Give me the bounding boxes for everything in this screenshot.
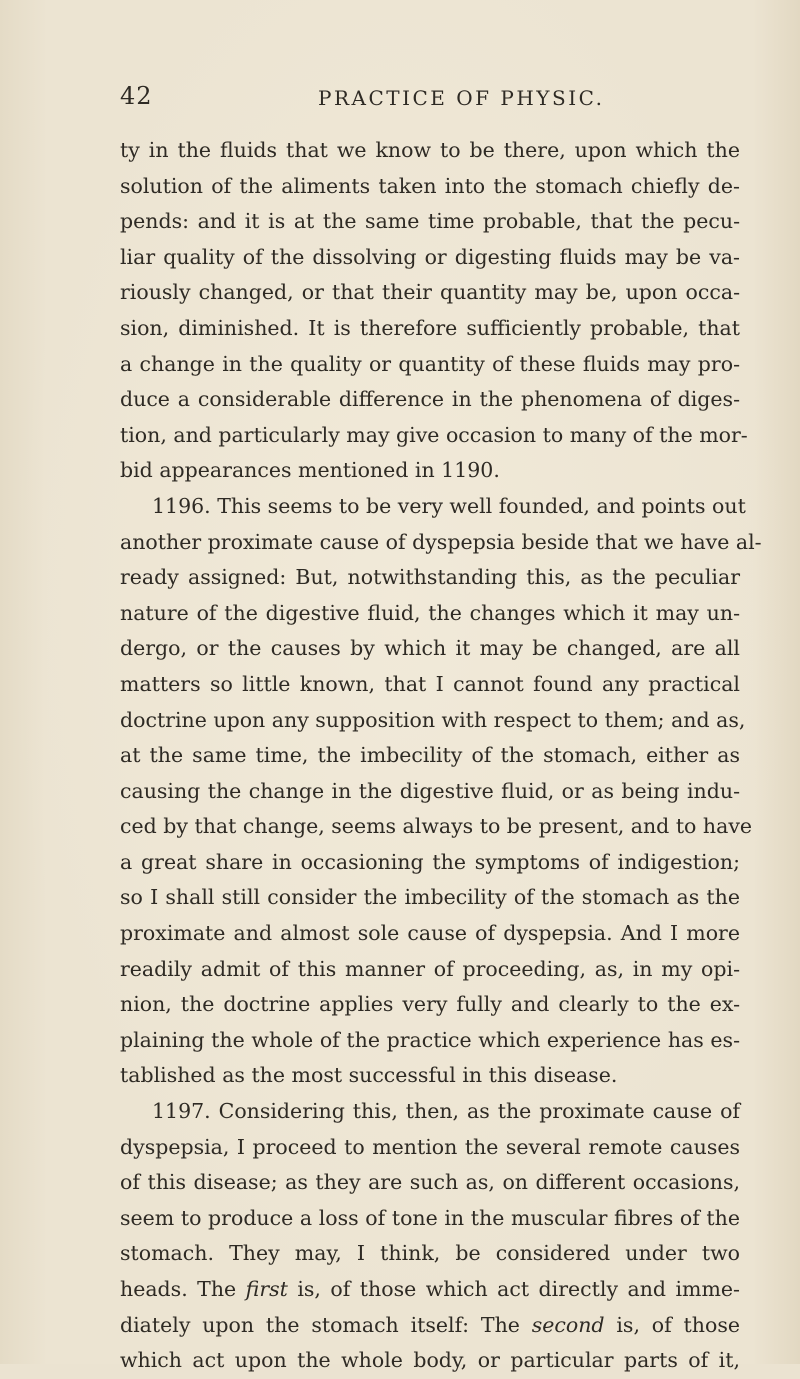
text-line: stomach. They may, I think, be considered under two [120,1241,740,1266]
body-text [120,133,762,1379]
paragraph-1196-start: 1196. This seems to be very well founded, and points out [152,493,746,518]
text-segment: diately upon the stomach itself: The [120,1312,520,1337]
text-line: ready assigned: But, notwithstanding this, as the peculiar [120,565,740,590]
italic-word: second [531,1312,605,1337]
text-line: dergo, or the causes by which it may be changed, are all [120,636,740,661]
text-line: dyspepsia, I proceed to mention the several remote causes [120,1134,740,1159]
text-segment: is, of those which act directly and imme- [297,1277,740,1301]
text-line: nature of the digestive fluid, the changes which it may un- [120,600,740,625]
text-line: solution of the aliments taken into the stomach chiefly de- [120,173,740,198]
text-line: duce a considerable difference in the phenomena of diges- [120,387,740,412]
text-line: riously changed, or that their quantity may be, upon occa- [120,280,740,305]
text-line: plaining the whole of the practice which experience has es- [120,1027,740,1052]
text-line: a great share in occasioning the symptoms of indigestion; [120,849,740,874]
text-line: ty in the fluids that we know to be there, upon which the [120,138,740,162]
text-line-with-italic: heads. The first is, of those which act directly and imme- [120,1277,740,1301]
running-head: PRACTICE OF PHYSIC. [318,86,605,110]
text-line: liar quality of the dissolving or digesting fluids may be va- [120,244,740,269]
text-line: a change in the quality or quantity of these fluids may pro- [120,351,740,376]
text-line: tablished as the most successful in this disease. [120,1063,618,1088]
text-segment: is, of those [616,1312,740,1337]
text-line: sion, diminished. It is therefore sufficiently probable, that [120,315,740,340]
text-line: which act upon the whole body, or particular parts of it, [120,1348,740,1373]
text-line: tion, and particularly may give occasion to many of the mor- [120,422,748,447]
text-line: another proximate cause of dyspepsia beside that we have al- [120,529,762,554]
text-line: pends: and it is at the same time probable, that the pecu- [120,209,740,234]
text-line: causing the change in the digestive fluid, or as being indu- [120,778,740,803]
text-line: of this disease; as they are such as, on different occasions, [120,1170,740,1195]
italic-word: first [245,1277,288,1301]
text-line: proximate and almost sole cause of dyspepsia. And I more [120,921,740,946]
text-line: doctrine upon any supposition with respect to them; and as, [120,707,746,732]
text-line: readily admit of this manner of proceeding, as, in my opi- [120,956,740,981]
text-line: seem to produce a loss of tone in the muscular fibres of the [120,1205,740,1230]
text-line: at the same time, the imbecility of the stomach, either as [120,743,740,768]
text-line: ced by that change, seems always to be present, and to have [120,814,753,839]
paragraph-1197-start: 1197. Considering this, then, as the proximate cause of [152,1099,740,1124]
text-line: so I shall still consider the imbecility of the stomach as the [120,885,740,910]
page-header [0,78,800,118]
text-line-with-italic [120,1308,740,1344]
text-segment: heads. [120,1277,188,1301]
text-line: nion, the doctrine applies very fully and clearly to the ex- [120,992,740,1017]
text-line: matters so little known, that I cannot found any practical [120,671,740,696]
page-number: 42 [120,82,153,110]
text-line: bid appearances mentioned in 1190. [120,458,500,483]
